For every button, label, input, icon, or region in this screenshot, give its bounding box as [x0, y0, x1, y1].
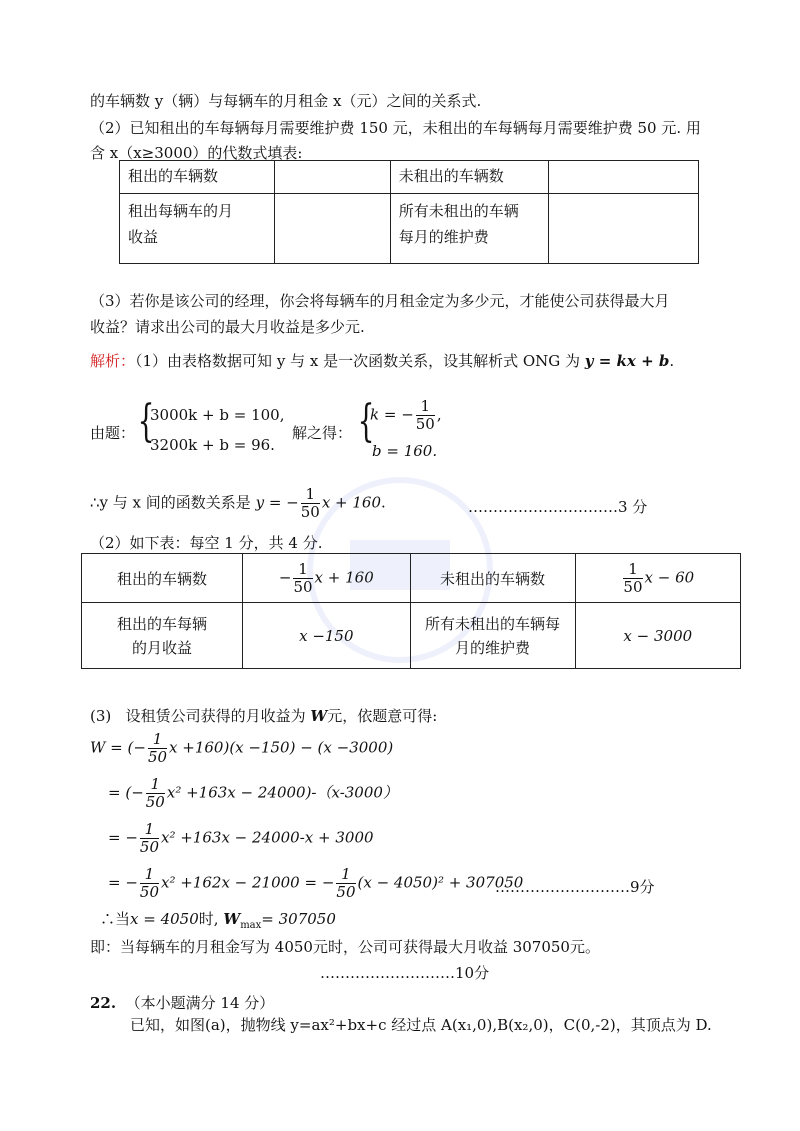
- w-line-1: W = (− $\frac{1}{50}$ x +160)(x −150) − (x −3000): [90, 730, 394, 766]
- blank-table-empty-cell[interactable]: [275, 161, 391, 194]
- blank-table: [119, 160, 699, 264]
- w-line-2: = (− $\frac{1}{50}$ x² +163x − 24000)-（x-3000）: [108, 775, 398, 811]
- intro-line-3: 含 x（x≥3000）的代数式填表:: [90, 144, 303, 162]
- blank-table-empty-cell[interactable]: [275, 194, 391, 264]
- intro-line-2: （2）已知租出的车每辆每月需要维护费 150 元，未租出的车每辆每月需要维护费 50 元. 用: [90, 119, 701, 137]
- q22-header: 22. （本小题满分 14 分）: [90, 994, 275, 1012]
- conclusion-2: 即：当每辆车的月租金写为 4050元时，公司可获得最大月收益 307050元。: [90, 938, 600, 956]
- answer-cell: − $\frac{1}{50}$ x + 160: [243, 554, 410, 603]
- equation-1: 3000k + b = 100,: [150, 406, 285, 424]
- answer-cell: 未租出的车辆数: [410, 554, 575, 603]
- score-3: …………………………3 分: [468, 498, 648, 516]
- solution-label: 解析：: [90, 352, 136, 370]
- answer-cell: x −150: [243, 603, 410, 669]
- w-line-4: = − $\frac{1}{50}$ x² +162x − 21000 = − $\frac{1}{50}$ (x − 4050)² + 307050: [108, 865, 524, 901]
- solve-label: 解之得：: [292, 424, 353, 442]
- blank-table-cell: 所有未租出的车辆 每月的维护费: [390, 194, 549, 264]
- k-solution: k = − $\frac{1}{50}$ ,: [370, 397, 442, 433]
- answer-cell: $\frac{1}{50}$ x − 60: [575, 554, 740, 603]
- equation-2: 3200k + b = 96.: [150, 436, 275, 454]
- by-problem-label: 由题：: [90, 424, 136, 442]
- blank-table-cell: 租出的车辆数: [120, 161, 275, 194]
- relation-line: ∴y 与 x 间的函数关系是 y = − $\frac{1}{50}$ x + 160.: [90, 485, 386, 521]
- part3-intro: (3) 设租赁公司获得的月收益为 W元，依题意可得:: [90, 707, 438, 725]
- q3-line-1: （3）若你是该公司的经理，你会将每辆车的月租金定为多少元，才能使公司获得最大月: [90, 292, 670, 310]
- formula-linear: y = kx + b: [584, 352, 670, 370]
- w-line-3: = − $\frac{1}{50}$ x² +163x − 24000-x + 3000: [108, 820, 374, 856]
- answer-cell: 租出的车每辆 的月收益: [82, 603, 243, 669]
- score-10: ………………………10分: [320, 964, 490, 982]
- brace-left: {: [357, 396, 375, 447]
- q22-text: 已知，如图(a)，抛物线 y=ax²+bx+c 经过点 A(x₁,0),B(x₂,0)，C(0,-2)，其顶点为 D.: [130, 1016, 712, 1034]
- q3-line-2: 收益？请求出公司的最大月收益是多少元.: [90, 318, 365, 336]
- b-solution: b = 160.: [372, 442, 438, 460]
- answer-table: [81, 553, 741, 669]
- blank-table-empty-cell[interactable]: [549, 194, 699, 264]
- answer-cell: 租出的车辆数: [82, 554, 243, 603]
- intro-line-1: 的车辆数 y（辆）与每辆车的月租金 x（元）之间的关系式.: [90, 92, 482, 110]
- blank-table-cell: 租出每辆车的月 收益: [120, 194, 275, 264]
- part2-label: （2）如下表：每空 1 分，共 4 分.: [90, 534, 323, 552]
- answer-cell: 所有未租出的车辆每 月的维护费: [410, 603, 575, 669]
- score-9: ………………………9分: [495, 878, 655, 896]
- answer-cell: x − 3000: [575, 603, 740, 669]
- conclusion-1: ∴当x = 4050时, $W_{max}= 307050$: [100, 910, 336, 931]
- brace-left: {: [137, 396, 155, 447]
- solution-part1: 解析：（1）由表格数据可知 y 与 x 是一次函数关系，设其解析式 ONG 为 y = kx + b.: [90, 352, 675, 370]
- blank-table-empty-cell[interactable]: [549, 161, 699, 194]
- blank-table-cell: 未租出的车辆数: [390, 161, 549, 194]
